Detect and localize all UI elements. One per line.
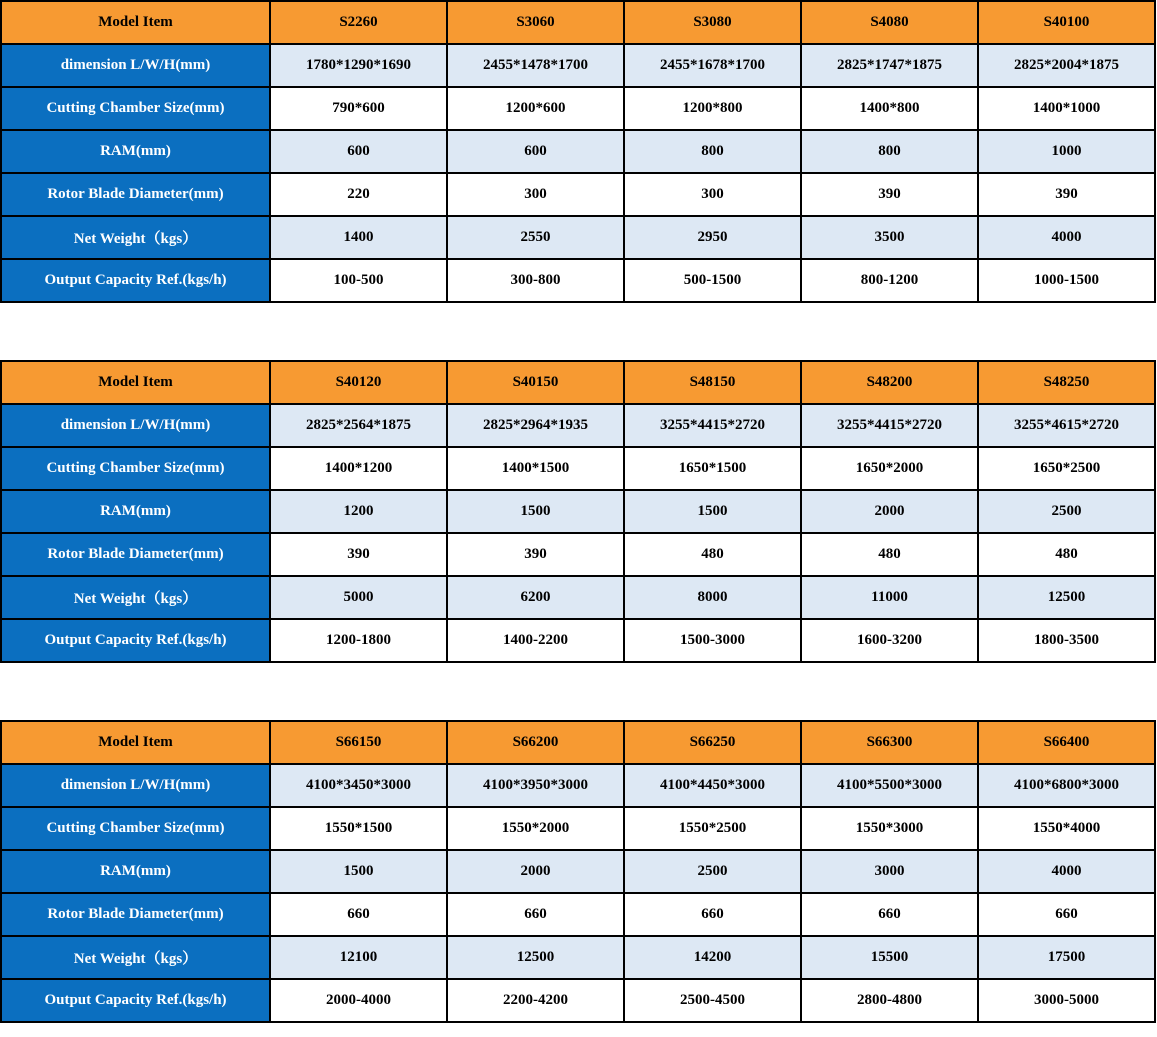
- table-row: [1, 764, 1155, 807]
- value-cell: 600: [447, 130, 624, 173]
- table-row: [1, 533, 1155, 576]
- value-cell: 2500: [624, 850, 801, 893]
- value-cell: 2455*1678*1700: [624, 44, 801, 87]
- value-cell: 2500: [978, 490, 1155, 533]
- row-label: Net Weight（kgs）: [1, 216, 270, 259]
- value-cell: 1500: [624, 490, 801, 533]
- value-cell: 2800-4800: [801, 979, 978, 1022]
- row-label: Output Capacity Ref.(kgs/h): [1, 619, 270, 662]
- model-name-cell: S40150: [447, 361, 624, 404]
- value-cell: 3255*4615*2720: [978, 404, 1155, 447]
- row-label: Cutting Chamber Size(mm): [1, 807, 270, 850]
- value-cell: 1400*1500: [447, 447, 624, 490]
- table-row: [1, 893, 1155, 936]
- value-cell: 4100*6800*3000: [978, 764, 1155, 807]
- model-name-cell: S66200: [447, 721, 624, 764]
- value-cell: 500-1500: [624, 259, 801, 302]
- value-cell: 790*600: [270, 87, 447, 130]
- value-cell: 1500: [447, 490, 624, 533]
- value-cell: 17500: [978, 936, 1155, 979]
- row-label: RAM(mm): [1, 850, 270, 893]
- model-name-cell: S40120: [270, 361, 447, 404]
- table-row: [1, 404, 1155, 447]
- table-row: [1, 807, 1155, 850]
- model-name-cell: S3080: [624, 1, 801, 44]
- table-row: [1, 619, 1155, 662]
- value-cell: 4100*3450*3000: [270, 764, 447, 807]
- value-cell: 660: [447, 893, 624, 936]
- value-cell: 3255*4415*2720: [801, 404, 978, 447]
- value-cell: 660: [801, 893, 978, 936]
- value-cell: 1400-2200: [447, 619, 624, 662]
- value-cell: 800-1200: [801, 259, 978, 302]
- value-cell: 2000: [801, 490, 978, 533]
- table-row: [1, 173, 1155, 216]
- value-cell: 1400*1000: [978, 87, 1155, 130]
- value-cell: 1550*1500: [270, 807, 447, 850]
- value-cell: 1500-3000: [624, 619, 801, 662]
- value-cell: 1400*800: [801, 87, 978, 130]
- value-cell: 5000: [270, 576, 447, 619]
- value-cell: 390: [978, 173, 1155, 216]
- value-cell: 3255*4415*2720: [624, 404, 801, 447]
- value-cell: 480: [801, 533, 978, 576]
- value-cell: 12500: [978, 576, 1155, 619]
- value-cell: 1550*3000: [801, 807, 978, 850]
- value-cell: 3000-5000: [978, 979, 1155, 1022]
- value-cell: 1200: [270, 490, 447, 533]
- value-cell: 390: [270, 533, 447, 576]
- value-cell: 12500: [447, 936, 624, 979]
- table-row: [1, 979, 1155, 1022]
- table-row: [1, 447, 1155, 490]
- value-cell: 300: [447, 173, 624, 216]
- row-label: Rotor Blade Diameter(mm): [1, 533, 270, 576]
- table-row: [1, 44, 1155, 87]
- value-cell: 600: [270, 130, 447, 173]
- value-cell: 12100: [270, 936, 447, 979]
- value-cell: 11000: [801, 576, 978, 619]
- value-cell: 660: [624, 893, 801, 936]
- value-cell: 1000-1500: [978, 259, 1155, 302]
- model-name-cell: S4080: [801, 1, 978, 44]
- value-cell: 8000: [624, 576, 801, 619]
- row-label: Cutting Chamber Size(mm): [1, 447, 270, 490]
- value-cell: 1650*2500: [978, 447, 1155, 490]
- table-row: [1, 87, 1155, 130]
- row-label: dimension L/W/H(mm): [1, 404, 270, 447]
- value-cell: 220: [270, 173, 447, 216]
- value-cell: 4100*4450*3000: [624, 764, 801, 807]
- value-cell: 4100*3950*3000: [447, 764, 624, 807]
- value-cell: 6200: [447, 576, 624, 619]
- table-header-row: [1, 721, 1155, 764]
- model-name-cell: S48250: [978, 361, 1155, 404]
- row-label: dimension L/W/H(mm): [1, 44, 270, 87]
- value-cell: 660: [978, 893, 1155, 936]
- value-cell: 480: [978, 533, 1155, 576]
- table-row: [1, 130, 1155, 173]
- model-name-cell: S40100: [978, 1, 1155, 44]
- model-name-cell: S48150: [624, 361, 801, 404]
- value-cell: 1650*1500: [624, 447, 801, 490]
- value-cell: 4000: [978, 850, 1155, 893]
- spec-table-3: [0, 720, 1156, 1023]
- model-item-header: Model Item: [1, 1, 270, 44]
- value-cell: 2550: [447, 216, 624, 259]
- value-cell: 4100*5500*3000: [801, 764, 978, 807]
- value-cell: 1200-1800: [270, 619, 447, 662]
- value-cell: 2950: [624, 216, 801, 259]
- model-item-header: Model Item: [1, 721, 270, 764]
- table-row: [1, 576, 1155, 619]
- value-cell: 100-500: [270, 259, 447, 302]
- value-cell: 15500: [801, 936, 978, 979]
- value-cell: 2825*2004*1875: [978, 44, 1155, 87]
- value-cell: 300: [624, 173, 801, 216]
- value-cell: 2000-4000: [270, 979, 447, 1022]
- value-cell: 1200*600: [447, 87, 624, 130]
- value-cell: 1800-3500: [978, 619, 1155, 662]
- table-row: [1, 936, 1155, 979]
- value-cell: 480: [624, 533, 801, 576]
- row-label: Rotor Blade Diameter(mm): [1, 173, 270, 216]
- value-cell: 2455*1478*1700: [447, 44, 624, 87]
- value-cell: 1550*2500: [624, 807, 801, 850]
- value-cell: 2200-4200: [447, 979, 624, 1022]
- value-cell: 2825*2564*1875: [270, 404, 447, 447]
- model-item-header: Model Item: [1, 361, 270, 404]
- value-cell: 1550*4000: [978, 807, 1155, 850]
- table-row: [1, 259, 1155, 302]
- spec-table-1: [0, 0, 1156, 303]
- value-cell: 1500: [270, 850, 447, 893]
- value-cell: 1600-3200: [801, 619, 978, 662]
- value-cell: 1400*1200: [270, 447, 447, 490]
- value-cell: 2000: [447, 850, 624, 893]
- value-cell: 1550*2000: [447, 807, 624, 850]
- value-cell: 800: [801, 130, 978, 173]
- row-label: RAM(mm): [1, 130, 270, 173]
- table-header-row: [1, 1, 1155, 44]
- model-name-cell: S66300: [801, 721, 978, 764]
- model-name-cell: S66400: [978, 721, 1155, 764]
- value-cell: 3000: [801, 850, 978, 893]
- value-cell: 390: [801, 173, 978, 216]
- table-row: [1, 216, 1155, 259]
- row-label: Net Weight（kgs）: [1, 576, 270, 619]
- value-cell: 2500-4500: [624, 979, 801, 1022]
- spec-table-2: [0, 360, 1156, 663]
- value-cell: 390: [447, 533, 624, 576]
- value-cell: 800: [624, 130, 801, 173]
- model-name-cell: S2260: [270, 1, 447, 44]
- row-label: RAM(mm): [1, 490, 270, 533]
- model-name-cell: S66250: [624, 721, 801, 764]
- model-name-cell: S3060: [447, 1, 624, 44]
- row-label: Cutting Chamber Size(mm): [1, 87, 270, 130]
- row-label: Net Weight（kgs）: [1, 936, 270, 979]
- row-label: Output Capacity Ref.(kgs/h): [1, 259, 270, 302]
- table-row: [1, 850, 1155, 893]
- value-cell: 1200*800: [624, 87, 801, 130]
- value-cell: 14200: [624, 936, 801, 979]
- value-cell: 1780*1290*1690: [270, 44, 447, 87]
- row-label: dimension L/W/H(mm): [1, 764, 270, 807]
- value-cell: 1400: [270, 216, 447, 259]
- value-cell: 1000: [978, 130, 1155, 173]
- table-header-row: [1, 361, 1155, 404]
- value-cell: 1650*2000: [801, 447, 978, 490]
- value-cell: 660: [270, 893, 447, 936]
- value-cell: 3500: [801, 216, 978, 259]
- value-cell: 2825*2964*1935: [447, 404, 624, 447]
- table-row: [1, 490, 1155, 533]
- value-cell: 300-800: [447, 259, 624, 302]
- value-cell: 4000: [978, 216, 1155, 259]
- value-cell: 2825*1747*1875: [801, 44, 978, 87]
- model-name-cell: S66150: [270, 721, 447, 764]
- model-name-cell: S48200: [801, 361, 978, 404]
- row-label: Output Capacity Ref.(kgs/h): [1, 979, 270, 1022]
- row-label: Rotor Blade Diameter(mm): [1, 893, 270, 936]
